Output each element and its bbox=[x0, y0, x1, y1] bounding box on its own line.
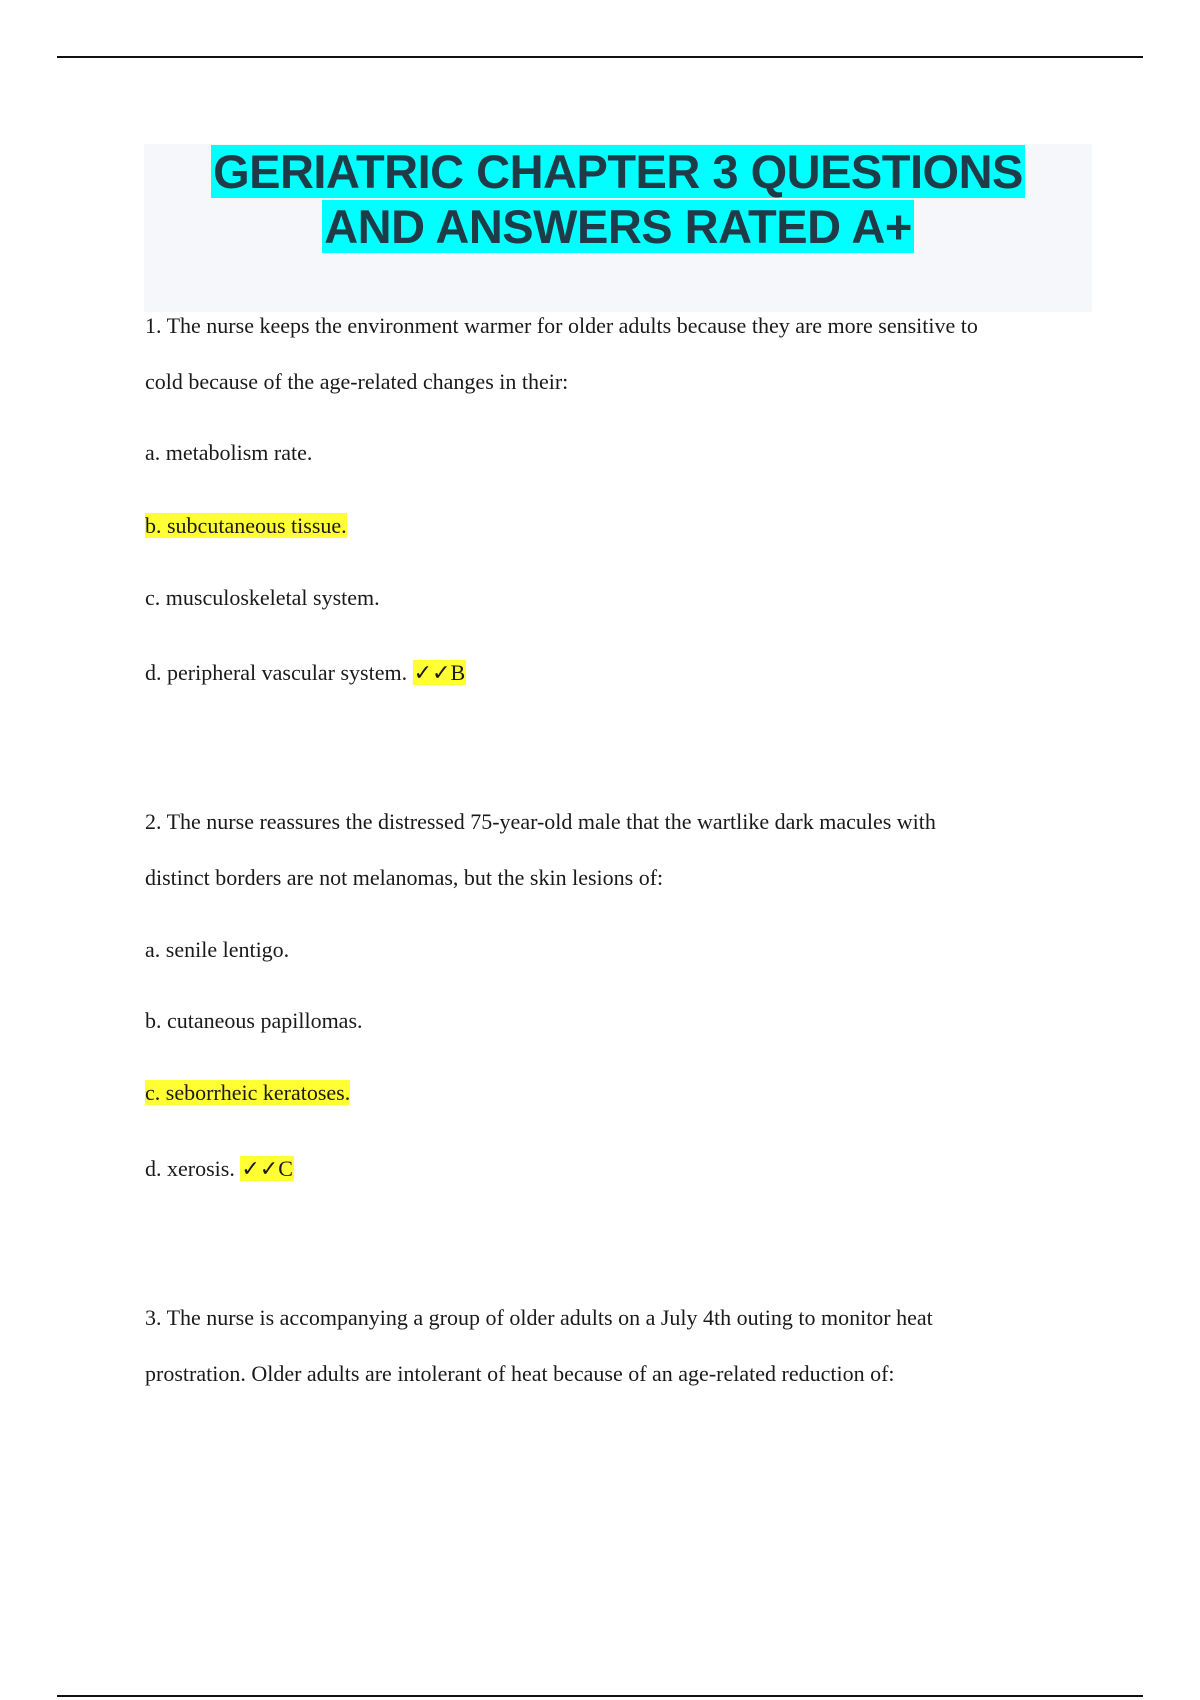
question-1-answer-key: ✓✓B bbox=[413, 660, 466, 685]
question-1-option-d: d. peripheral vascular system. ✓✓B bbox=[145, 660, 466, 685]
question-2-line-1: 2. The nurse reassures the distressed 75-year-old male that the wartlike dark macules with bbox=[145, 809, 936, 834]
title-line-2-text: AND ANSWERS RATED A+ bbox=[324, 200, 912, 253]
question-3-text bbox=[145, 1290, 1075, 1402]
question-2-answer-key: ✓✓C bbox=[241, 1156, 293, 1181]
question-2-option-c-correct: c. seborrheic keratoses. bbox=[145, 1080, 351, 1105]
title-line-2 bbox=[144, 199, 1092, 254]
question-1-option-c: c. musculoskeletal system. bbox=[145, 585, 380, 610]
question-1-option-b-correct: b. subcutaneous tissue. bbox=[145, 513, 347, 538]
question-2-option-d: d. xerosis. ✓✓C bbox=[145, 1156, 293, 1181]
title-line-1 bbox=[144, 144, 1092, 199]
question-2-text bbox=[145, 794, 1075, 906]
question-1-text bbox=[145, 298, 1075, 410]
question-1-line-2: cold because of the age-related changes in their: bbox=[145, 369, 569, 394]
question-2-option-b: b. cutaneous papillomas. bbox=[145, 1008, 363, 1033]
question-3-line-1: 3. The nurse is accompanying a group of older adults on a July 4th outing to monitor heat bbox=[145, 1305, 933, 1330]
title-line-1-text: GERIATRIC CHAPTER 3 QUESTIONS bbox=[213, 145, 1023, 198]
title-block bbox=[144, 144, 1092, 312]
question-2-line-2: distinct borders are not melanomas, but the skin lesions of: bbox=[145, 865, 664, 890]
question-1-option-a: a. metabolism rate. bbox=[145, 440, 313, 465]
bottom-rule bbox=[57, 1695, 1143, 1697]
question-1-line-1: 1. The nurse keeps the environment warmer for older adults because they are more sensitive to bbox=[145, 313, 978, 338]
top-rule bbox=[57, 56, 1143, 58]
question-2-option-a: a. senile lentigo. bbox=[145, 937, 290, 962]
question-3-line-2: prostration. Older adults are intolerant of heat because of an age-related reduction of: bbox=[145, 1361, 895, 1386]
